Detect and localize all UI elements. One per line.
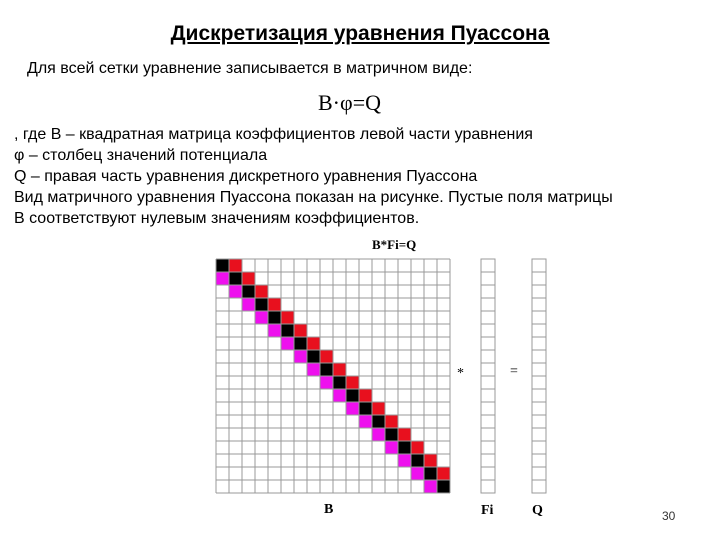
matrix-cell xyxy=(437,467,450,480)
vector-q-label: Q xyxy=(532,503,543,518)
matrix-cell xyxy=(372,402,385,415)
matrix-cell xyxy=(424,454,437,467)
matrix-cell xyxy=(320,376,333,389)
slide-title: Дискретизация уравнения Пуассона xyxy=(170,22,550,45)
page-number: 30 xyxy=(662,509,676,523)
matrix-cell xyxy=(216,272,229,285)
text-line: B соответствуют нулевым значениям коэффициентов. xyxy=(14,210,420,227)
matrix-cell xyxy=(359,415,372,428)
multiply-sign: * xyxy=(457,366,464,381)
matrix-cell xyxy=(255,298,268,311)
matrix-cell xyxy=(294,337,307,350)
matrix-cell xyxy=(281,324,294,337)
matrix-cell xyxy=(307,337,320,350)
matrix-cell xyxy=(411,441,424,454)
matrix-cell xyxy=(346,389,359,402)
matrix-cell xyxy=(359,389,372,402)
text-line: , где B – квадратная матрица коэффициентов левой части уравнения xyxy=(14,126,533,143)
matrix-cell xyxy=(385,441,398,454)
matrix-cell xyxy=(372,415,385,428)
matrix-cell xyxy=(294,350,307,363)
matrix-cell xyxy=(398,441,411,454)
equals-sign: = xyxy=(510,364,518,379)
matrix-cell xyxy=(268,324,281,337)
text-line: φ – столбец значений потенциала xyxy=(14,147,268,164)
matrix-cell xyxy=(229,259,242,272)
matrix-cell xyxy=(424,467,437,480)
matrix-equation: B·φ=Q xyxy=(318,90,381,115)
intro-text: Для всей сетки уравнение записывается в матричном виде: xyxy=(27,60,473,77)
matrix-cell xyxy=(333,389,346,402)
matrix-cell xyxy=(320,350,333,363)
matrix-cell xyxy=(424,480,437,493)
matrix-cell xyxy=(307,363,320,376)
matrix-cell xyxy=(242,298,255,311)
matrix-cell xyxy=(346,376,359,389)
matrix-cell xyxy=(320,363,333,376)
matrix-cell xyxy=(242,272,255,285)
figure-title: B*Fi=Q xyxy=(372,237,417,252)
matrix-cell xyxy=(294,324,307,337)
matrix-cell xyxy=(398,454,411,467)
matrix-cell xyxy=(359,402,372,415)
matrix-cell xyxy=(229,272,242,285)
vector-fi-label: Fi xyxy=(481,503,494,518)
matrix-cell xyxy=(216,259,229,272)
matrix-cell xyxy=(268,311,281,324)
matrix-cell xyxy=(268,298,281,311)
matrix-cell xyxy=(281,337,294,350)
matrix-cell xyxy=(385,415,398,428)
matrix-cell xyxy=(333,376,346,389)
matrix-b-label: B xyxy=(324,502,334,517)
matrix-cell xyxy=(437,480,450,493)
matrix-cell xyxy=(346,402,359,415)
matrix-cell xyxy=(372,428,385,441)
matrix-cell xyxy=(242,285,255,298)
matrix-cell xyxy=(255,311,268,324)
matrix-cell xyxy=(229,285,242,298)
matrix-cell xyxy=(255,285,268,298)
matrix-cell xyxy=(333,363,346,376)
matrix-cell xyxy=(385,428,398,441)
text-line: Вид матричного уравнения Пуассона показан на рисунке. Пустые поля матрицы xyxy=(14,189,613,206)
matrix-cell xyxy=(307,350,320,363)
matrix-cell xyxy=(411,454,424,467)
matrix-cell xyxy=(411,467,424,480)
matrix-cell xyxy=(398,428,411,441)
text-line: Q – правая часть уравнения дискретного уравнения Пуассона xyxy=(14,168,478,185)
matrix-cell xyxy=(281,311,294,324)
